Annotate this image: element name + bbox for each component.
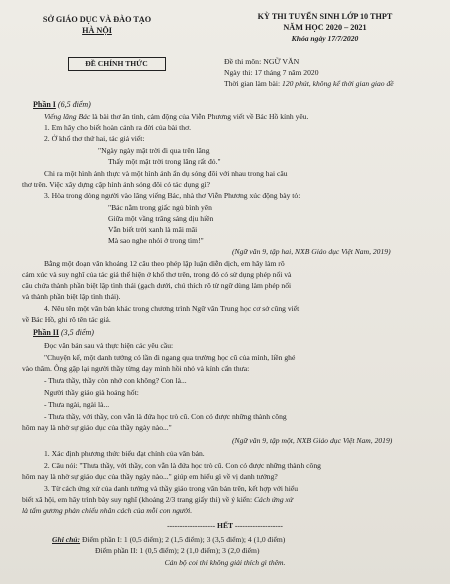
passage-line: "Chuyện kể, một danh tướng có lần đi ngang qua trường học cũ của mình, liền ghé: [44, 353, 296, 362]
subject: Đề thi môn: NGỮ VĂN: [224, 57, 300, 66]
passage-line: - Thưa thầy, với thầy, con vẫn là đứa học trò cũ. Con có được những thành công: [44, 412, 287, 421]
part1-q3-body: và thành phần biệt lập tình thái).: [22, 292, 121, 301]
note-proctor: Cán bộ coi thi không giải thích gì thêm.: [164, 558, 286, 567]
verse2-line: Giữa một vầng trăng sáng dịu hiền: [108, 214, 214, 223]
part2-q2: 2. Câu nói: "Thưa thầy, với thầy, con vẫn là đứa học trò cũ. Con có được những thành công: [44, 461, 321, 470]
end-marker: ------------------- HẾT -------------------: [167, 521, 283, 530]
time-prefix: Thời gian làm bài:: [224, 79, 283, 88]
passage-line: - Thưa thầy, thầy còn nhớ con không? Con là...: [44, 376, 187, 385]
part1-title: Phần I: [33, 100, 56, 109]
part1-q3-body: câu chứa thành phần biệt lập tình thái (gạch dưới, chú thích rõ từ ngữ dùng làm phép nối: [22, 281, 292, 290]
passage-line: hôm nay là nhờ sự giáo dục của thầy ngày nào...": [22, 423, 172, 432]
part1-q3: 3. Hòa trong dòng người vào lăng viếng Bác, nhà thơ Viễn Phương xúc động bày tỏ:: [44, 191, 301, 200]
part2-score: (3,5 điểm): [61, 328, 94, 337]
verse1-line: Thấy một mặt trời trong lăng rất đỏ.": [108, 157, 221, 166]
note-part1: Điểm phần I: 1 (0,5 điểm); 2 (1,5 điểm); 3 (3,5 điểm); 4 (1,0 điểm): [80, 535, 286, 544]
part2-title: Phần II: [33, 328, 60, 337]
part1-q2-body: Chi ra một hình ảnh thực và một hình ảnh ẩn dụ sóng đôi với nhau trong hai câu: [44, 169, 288, 178]
part2-intro: Đọc văn bản sau và thực hiện các yêu cầu:: [44, 341, 174, 350]
verse2-line: "Bác nằm trong giấc ngủ bình yên: [108, 203, 212, 212]
part1-heading: [33, 100, 91, 109]
note-label: Ghi chú:: [52, 535, 81, 544]
part2-q3: 3. Từ cách ứng xử của danh tướng và thầy giáo trong văn bản trên, kết hợp với hiểu: [44, 484, 299, 493]
verse2-line: Mà sao nghe nhói ở trong tim!": [108, 236, 204, 245]
note-part2: Điểm phần II: 1 (0,5 điểm); 2 (1,0 điểm); 3 (2,0 điểm): [95, 546, 260, 555]
source-1: (Ngữ văn 9, tập hai, NXB Giáo dục Việt Nam, 2019): [232, 247, 391, 256]
part2-q3-quote: Cách ứng xử: [253, 495, 294, 504]
part2-q2: hôm nay là nhờ sự giáo dục của thầy ngày nào..." giúp em hiểu gì về vị danh tướng?: [22, 472, 278, 481]
time-value: 120 phút, không kể thời gian giao đề: [282, 79, 394, 88]
part2-q1: 1. Xác định phương thức biểu đạt chính của văn bản.: [44, 449, 205, 458]
passage-line: - Thưa ngài, ngài là...: [44, 400, 110, 409]
part1-q2: 2. Ở khổ thơ thứ hai, tác giả viết:: [44, 134, 145, 143]
exam-session: Khóa ngày 17/7/2020: [291, 34, 359, 43]
verse1-line: "Ngày ngày mặt trời đi qua trên lăng: [98, 146, 210, 155]
time-line: [224, 79, 394, 88]
part1-q4: 4. Nêu tên một văn bản khác trong chương trình Ngữ văn Trung học cơ sở cũng viết: [44, 304, 300, 313]
exam-date: Ngày thi: 17 tháng 7 năm 2020: [224, 68, 319, 77]
part2-q3: [22, 495, 293, 504]
school-year: NĂM HỌC 2020 – 2021: [283, 23, 367, 32]
part1-intro: [44, 112, 309, 121]
part1-q3-body: Bằng một đoạn văn khoảng 12 câu theo phép lập luận diễn dịch, em hãy làm rõ: [44, 259, 285, 268]
city-name: HÀ NỘI: [82, 26, 112, 35]
source-2: (Ngữ văn 9, tập một, NXB Giáo dục Việt Nam, 2019): [232, 436, 393, 445]
official-label: ĐỀ CHÍNH THỨC: [85, 59, 148, 68]
passage-line: vào thăm. Ông gặp lại người thầy từng dạy mình hồi nhỏ và kính cẩn thưa:: [22, 364, 250, 373]
part2-q3-quote: là tấm gương phản chiếu nhân cách của mỗi con người.: [22, 506, 193, 515]
part1-q2-body: thơ trên. Việc xây dựng cặp hình ảnh sóng đôi có tác dụng gì?: [22, 180, 211, 189]
part1-intro-rest: là bài thơ ân tình, cảm động của Viễn Phương viết về Bác Hồ kính yêu.: [90, 112, 309, 121]
exam-title: KỲ THI TUYỂN SINH LỚP 10 THPT: [257, 12, 393, 21]
note-line: [52, 535, 285, 544]
part2-q3-text: biết xã hội, em hãy trình bày suy nghĩ (khoảng 2/3 trang giấy thi) về ý kiến:: [22, 495, 254, 504]
department-name: SỞ GIÁO DỤC VÀ ĐÀO TẠO: [42, 15, 152, 24]
part1-score: (6,5 điểm): [57, 100, 91, 109]
verse2-line: Vẫn biết trời xanh là mãi mãi: [108, 225, 198, 234]
part1-q1: 1. Em hãy cho biết hoàn cảnh ra đời của bài thơ.: [44, 123, 191, 132]
subject-line: [224, 57, 299, 66]
part2-heading: [33, 328, 94, 337]
part1-q4: về Bác Hồ, ghi rõ tên tác giả.: [22, 315, 111, 324]
passage-line: Người thầy giáo già hoảng hốt:: [44, 388, 139, 397]
poem-title: Viếng lăng Bác: [44, 112, 91, 121]
part1-q3-body: cảm xúc và suy nghĩ của tác giả thể hiện ở khổ thơ trên, trong đó có sử dụng phép nối và: [22, 270, 292, 279]
